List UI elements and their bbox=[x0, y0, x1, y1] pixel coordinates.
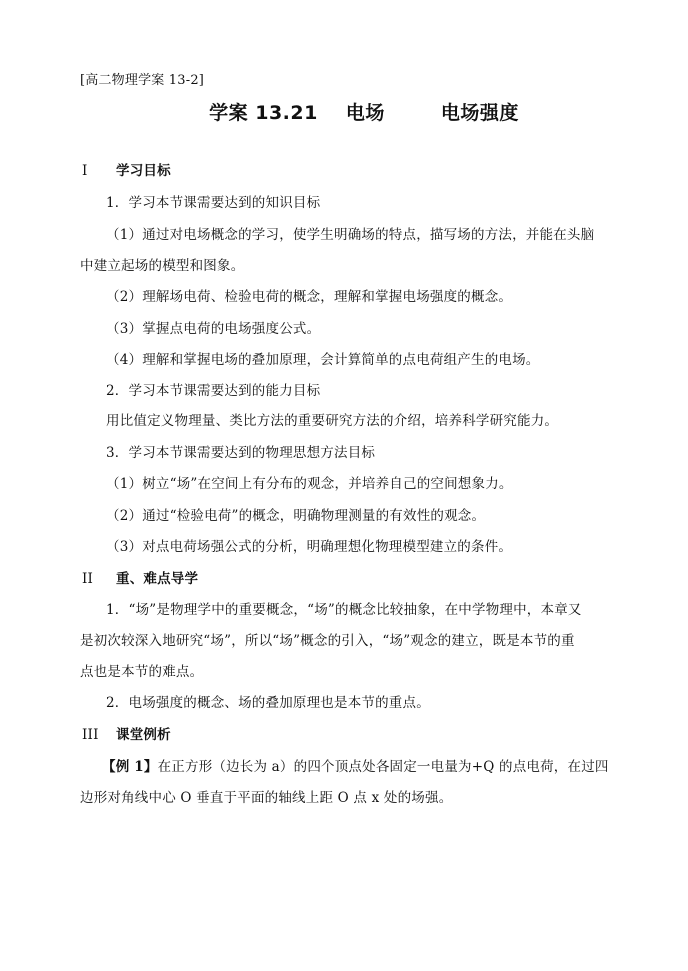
header-tag: [高二物理学案 13-2] bbox=[80, 73, 205, 88]
section-3-number: III bbox=[82, 727, 99, 743]
section-2-title: 重、难点导学 bbox=[116, 571, 199, 587]
guide-2: 2．电场强度的概念、场的叠加原理也是本节的重点。 bbox=[106, 695, 430, 711]
section-1-title: 学习目标 bbox=[116, 163, 171, 179]
goal-2-text: 用比值定义物理量、类比方法的重要研究方法的介绍，培养科学研究能力。 bbox=[106, 413, 559, 429]
goal-3-c: （3）对点电荷场强公式的分析，明确理想化物理模型建立的条件。 bbox=[106, 539, 513, 555]
goal-1-d: （4）理解和掌握电场的叠加原理，会计算简单的点电荷组产生的电场。 bbox=[106, 352, 540, 368]
section-2-number: II bbox=[82, 571, 94, 587]
title-part-3: 电场强度 bbox=[440, 102, 519, 124]
guide-1-line-2: 是初次较深入地研究“场”，所以“场”概念的引入，“场”观念的建立，既是本节的重 bbox=[80, 633, 575, 649]
goal-2: 2．学习本节课需要达到的能力目标 bbox=[106, 383, 321, 399]
title-part-1: 学案 13.21 bbox=[209, 102, 318, 124]
goal-3-b: （2）通过“检验电荷”的概念，明确物理测量的有效性的观念。 bbox=[106, 508, 486, 524]
example-1-text-1: 在正方形（边长为 a）的四个顶点处各固定一电量为+Q 的点电荷，在过四 bbox=[157, 759, 609, 775]
goal-3-a: （1）树立“场”在空间上有分布的观念，并培养自己的空间想象力。 bbox=[106, 476, 513, 492]
section-2-heading bbox=[82, 570, 198, 588]
section-3-heading bbox=[82, 726, 171, 744]
example-1-line-1 bbox=[102, 758, 609, 776]
example-1-line-2: 边形对角线中心 O 垂直于平面的轴线上距 O 点 x 处的场强。 bbox=[80, 790, 453, 806]
page-title bbox=[0, 100, 688, 126]
guide-1-line-3: 点也是本节的难点。 bbox=[80, 664, 204, 680]
goal-1-c: （3）掌握点电荷的电场强度公式。 bbox=[106, 321, 321, 337]
section-3-title: 课堂例析 bbox=[116, 727, 171, 743]
goal-1: 1．学习本节课需要达到的知识目标 bbox=[106, 195, 321, 211]
example-1-label: 【例 1】 bbox=[102, 759, 158, 775]
goal-1-b: （2）理解场电荷、检验电荷的概念，理解和掌握电场强度的概念。 bbox=[106, 289, 513, 305]
goal-3: 3．学习本节课需要达到的物理思想方法目标 bbox=[106, 445, 376, 461]
goal-1-a-line-1: （1）通过对电场概念的学习，使学生明确场的特点，描写场的方法，并能在头脑 bbox=[106, 227, 595, 243]
guide-1-line-1: 1．“场”是物理学中的重要概念，“场”的概念比较抽象，在中学物理中，本章又 bbox=[106, 602, 582, 618]
title-part-2: 电场 bbox=[345, 102, 385, 124]
goal-1-a-line-2: 中建立起场的模型和图象。 bbox=[80, 258, 245, 274]
section-1-heading bbox=[82, 162, 171, 180]
section-1-number: I bbox=[82, 163, 88, 179]
